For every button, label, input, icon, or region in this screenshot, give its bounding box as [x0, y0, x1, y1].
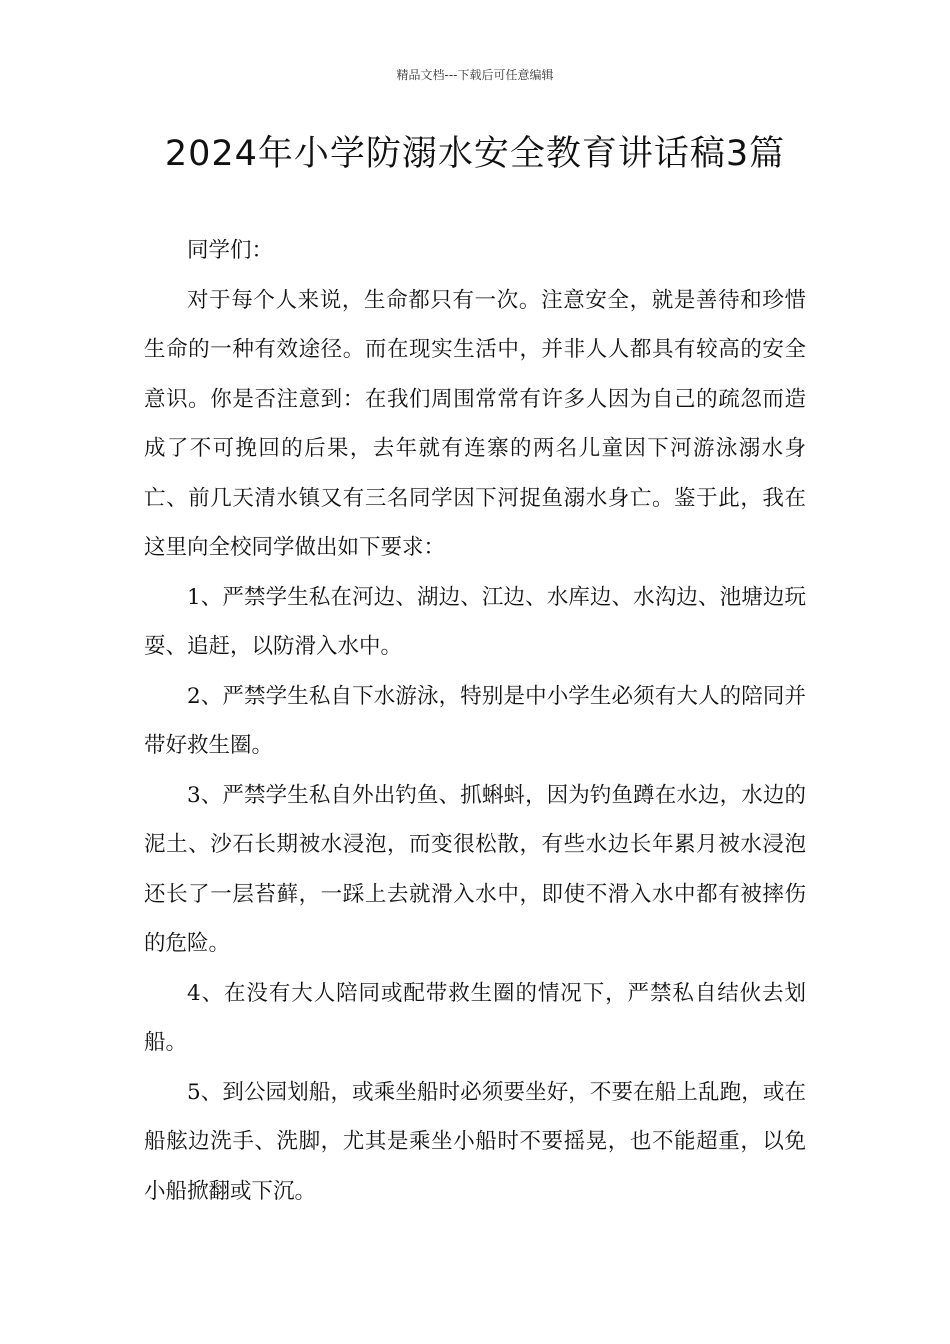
- document-title: 2024年小学防溺水安全教育讲话稿3篇: [164, 134, 786, 174]
- document-body: [144, 226, 806, 1216]
- header-note: 精品文档---下载后可任意编辑: [396, 68, 554, 82]
- paragraph-greeting: 同学们：: [187, 238, 274, 263]
- paragraph-rule-2: 2、严禁学生私自下水游泳，特别是中小学生必须有大人的陪同并带好救生圈。: [144, 683, 806, 758]
- paragraph-rule-4: 4、在没有大人陪同或配带救生圈的情况下，严禁私自结伙去划船。: [144, 980, 806, 1055]
- paragraph-rule-5: 5、到公园划船，或乘坐船时必须要坐好，不要在船上乱跑，或在船舷边洗手、洗脚，尤其是乘坐小船时不要摇晃，也不能超重，以免小船掀翻或下沉。: [144, 1079, 806, 1204]
- paragraph-intro: 对于每个人来说，生命都只有一次。注意安全，就是善待和珍惜生命的一种有效途径。而在现实生活中，并非人人都具有较高的安全意识。你是否注意到：在我们周围常常有许多人因为自己的疏忽而造成了不可挽回的后果，去年就有连寨的两名儿童因下河游泳溺水身亡、前几天清水镇又有三名同学因下河捉鱼溺水身亡。鉴于此，我在这里向全校同学做出如下要求：: [144, 287, 806, 560]
- paragraph-rule-3: 3、严禁学生私自外出钓鱼、抓蝌蚪，因为钓鱼蹲在水边，水边的泥土、沙石长期被水浸泡，而变很松散，有些水边长年累月被水浸泡还长了一层苔藓，一踩上去就滑入水中，即使不滑入水中都有被摔伤的危险。: [144, 782, 806, 956]
- paragraph-rule-1: 1、严禁学生私在河边、湖边、江边、水库边、水沟边、池塘边玩耍、追赶，以防滑入水中。: [144, 584, 806, 659]
